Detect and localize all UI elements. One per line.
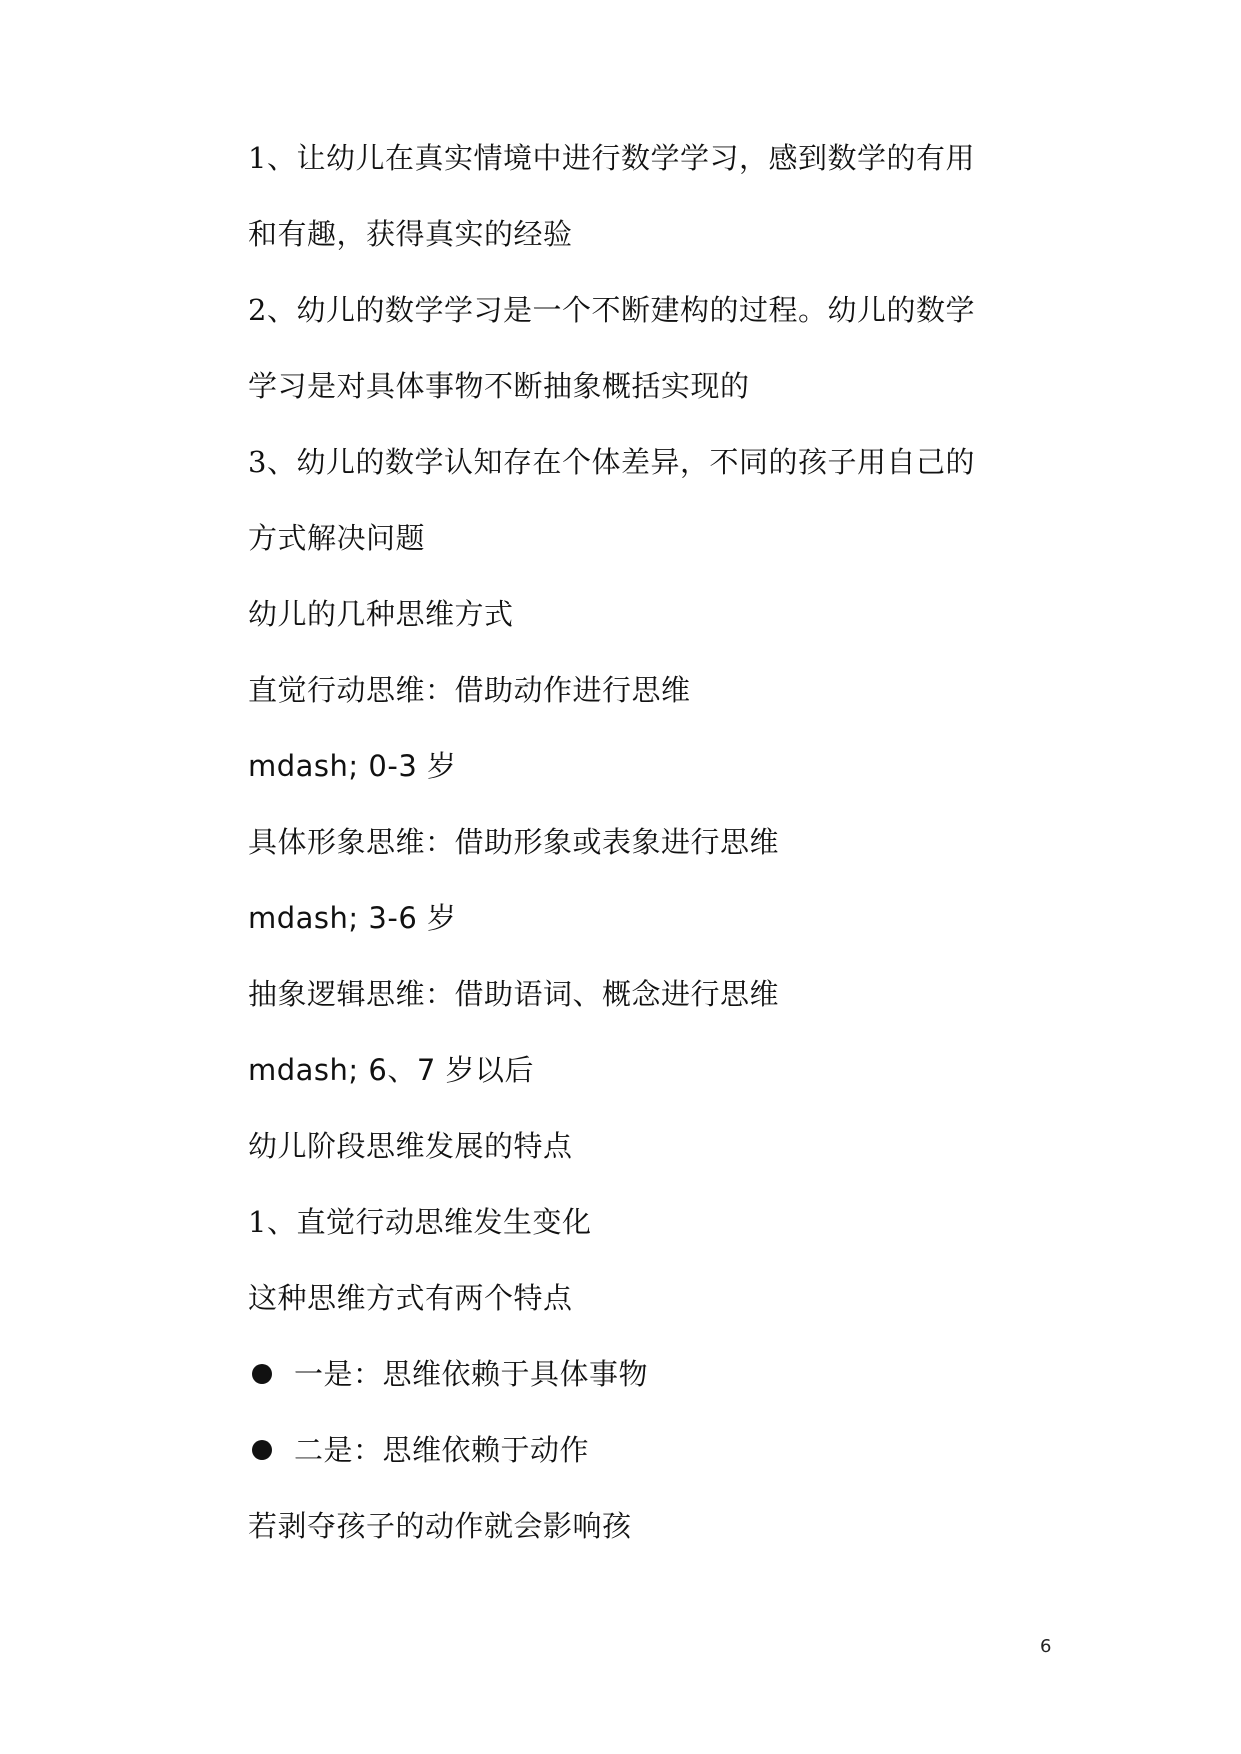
section-heading: 幼儿的几种思维方式 (248, 597, 514, 631)
age-range-line: mdash; 3-6 岁 (248, 901, 457, 935)
text-line: 方式解决问题 (248, 521, 426, 555)
bullet-text: 二是：思维依赖于动作 (294, 1433, 590, 1467)
text-line: 3、幼儿的数学认知存在个体差异，不同的孩子用自己的 (248, 445, 975, 479)
text-line: 和有趣，获得真实的经验 (248, 217, 573, 251)
text-line: 抽象逻辑思维：借助语词、概念进行思维 (248, 977, 780, 1011)
bullet-text: 一是：思维依赖于具体事物 (294, 1357, 649, 1391)
page-number: 6 (1040, 1636, 1052, 1657)
section-heading: 幼儿阶段思维发展的特点 (248, 1129, 573, 1163)
text-line: 1、让幼儿在真实情境中进行数学学习，感到数学的有用 (248, 141, 975, 175)
text-line: 直觉行动思维：借助动作进行思维 (248, 673, 691, 707)
bullet-item (248, 1356, 1008, 1392)
age-range-line: mdash; 6、7 岁以后 (248, 1053, 535, 1087)
text-line: 1、直觉行动思维发生变化 (248, 1205, 592, 1239)
bullet-icon (252, 1364, 272, 1384)
age-range-line: mdash; 0-3 岁 (248, 749, 457, 783)
text-line: 2、幼儿的数学学习是一个不断建构的过程。幼儿的数学 (248, 293, 975, 327)
bullet-item (248, 1432, 1008, 1468)
text-line: 学习是对具体事物不断抽象概括实现的 (248, 369, 750, 403)
bullet-icon (252, 1440, 272, 1460)
text-line: 具体形象思维：借助形象或表象进行思维 (248, 825, 780, 859)
text-line: 这种思维方式有两个特点 (248, 1281, 573, 1315)
document-body (248, 140, 1008, 1584)
text-line: 若剥夺孩子的动作就会影响孩 (248, 1509, 632, 1543)
